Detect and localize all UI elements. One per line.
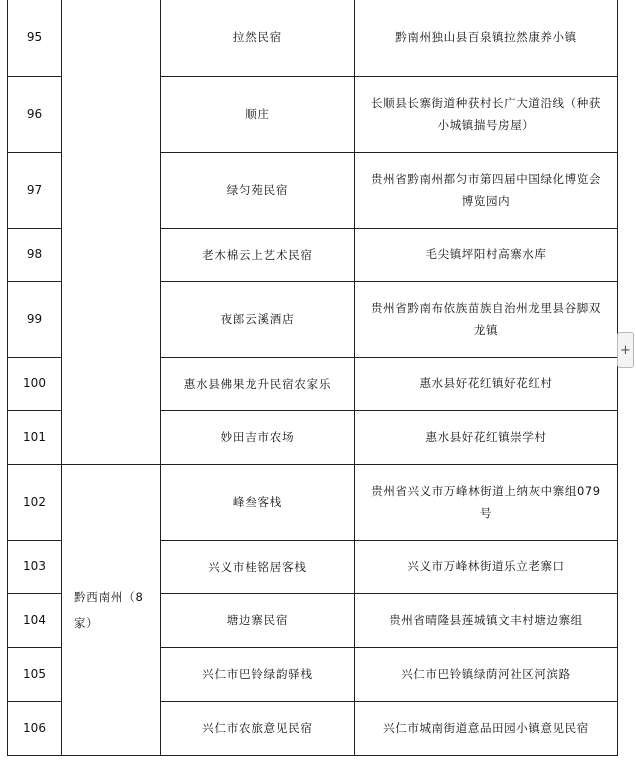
lodging-address: 兴仁市城南街道意品田园小镇意见民宿	[355, 702, 618, 756]
expand-plus-button[interactable]: +	[617, 332, 634, 368]
row-number: 101	[8, 411, 62, 465]
lodging-name: 惠水县佛果龙升民宿农家乐	[161, 358, 355, 411]
row-number: 104	[8, 594, 62, 648]
lodging-address: 兴义市万峰林街道乐立老寨口	[355, 541, 618, 594]
lodging-address: 长顺县长寨街道种获村长广大道沿线（种获小城镇揣号房屋）	[355, 77, 618, 153]
lodging-address: 兴仁市巴铃镇绿荫河社区河滨路	[355, 648, 618, 702]
lodging-name: 兴义市桂铭居客栈	[161, 541, 355, 594]
lodging-name: 绿匀苑民宿	[161, 153, 355, 229]
lodging-address: 贵州省黔南州都匀市第四届中国绿化博览会博览园内	[355, 153, 618, 229]
lodging-name: 兴仁市巴铃绿韵驿栈	[161, 648, 355, 702]
row-number: 99	[8, 282, 62, 358]
lodging-address: 惠水县好花红镇好花红村	[355, 358, 618, 411]
lodging-name: 峰叁客栈	[161, 465, 355, 541]
lodging-address: 贵州省黔南布依族苗族自治州龙里县谷脚双龙镇	[355, 282, 618, 358]
lodging-address: 惠水县好花红镇崇学村	[355, 411, 618, 465]
row-number: 106	[8, 702, 62, 756]
lodging-address: 毛尖镇坪阳村高寨水库	[355, 229, 618, 282]
lodging-name: 塘边寨民宿	[161, 594, 355, 648]
lodging-name: 夜郎云溪酒店	[161, 282, 355, 358]
lodging-name: 老木棉云上艺术民宿	[161, 229, 355, 282]
lodging-name: 顺庄	[161, 77, 355, 153]
region-cell-blank	[62, 0, 161, 465]
row-number: 95	[8, 0, 62, 77]
table-row	[8, 465, 618, 541]
lodging-name: 妙田吉市农场	[161, 411, 355, 465]
row-number: 103	[8, 541, 62, 594]
lodging-address: 黔南州独山县百泉镇拉然康养小镇	[355, 0, 618, 77]
lodging-name: 拉然民宿	[161, 0, 355, 77]
row-number: 98	[8, 229, 62, 282]
lodging-name: 兴仁市农旅意见民宿	[161, 702, 355, 756]
row-number: 96	[8, 77, 62, 153]
listing-table	[7, 0, 618, 756]
row-number: 102	[8, 465, 62, 541]
row-number: 100	[8, 358, 62, 411]
table-row	[8, 0, 618, 77]
lodging-address: 贵州省晴隆县莲城镇文丰村塘边寨组	[355, 594, 618, 648]
lodging-address: 贵州省兴义市万峰林街道上纳灰中寨组079号	[355, 465, 618, 541]
region-cell: 黔西南州（8家）	[62, 465, 161, 756]
row-number: 105	[8, 648, 62, 702]
row-number: 97	[8, 153, 62, 229]
